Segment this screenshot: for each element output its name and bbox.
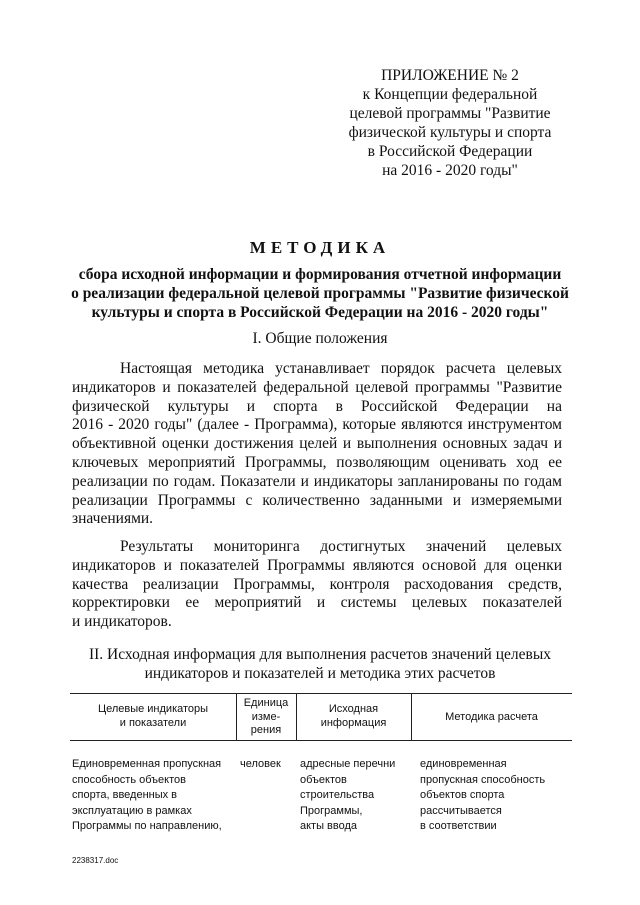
appendix-line: на 2016 - 2020 годы" (382, 162, 518, 179)
section-2-heading (60, 646, 580, 684)
text-line: корректировки ее мероприятий и системы целевых показателей (72, 594, 562, 612)
appendix-header (340, 66, 560, 180)
header-line: Целевые индикаторы (97, 703, 209, 715)
cell-line: Программы по направлению, (72, 820, 222, 832)
text-line: значениями. (72, 510, 154, 528)
text-line: индикаторов и показателей Программы являются основой для оценки (72, 556, 562, 574)
text-line: объективной оценки достижения целей и выполнения основных задач и (72, 435, 562, 453)
header-unit (236, 697, 296, 738)
table-header-border (70, 740, 572, 741)
appendix-line: к Концепции федеральной (362, 86, 538, 103)
cell-line: единовременная (420, 758, 507, 770)
text-line: реализации Программы с количественно заданными и измеряемыми (72, 491, 562, 509)
appendix-line: целевой программы "Развитие (349, 105, 551, 122)
cell-line: Единовременная пропускная (72, 758, 222, 770)
text-line: физической культуры и спорта в Российской Федерации на (72, 397, 562, 415)
cell-line: объектов спорта (420, 789, 505, 801)
cell-source (300, 757, 395, 835)
heading-line: II. Исходная информация для выполнения расчетов значений целевых (88, 646, 552, 663)
cell-line: человек (240, 758, 281, 770)
document-subtitle (60, 265, 580, 322)
cell-line: спорта, введенных в (72, 789, 178, 801)
subtitle-line: о реализации федеральной целевой программы "Развитие физической (71, 285, 569, 302)
subtitle-line: сбора исходной информации и формирования отчетной информации (78, 266, 562, 283)
cell-indicator (72, 757, 222, 835)
header-line: Методика расчета (445, 711, 538, 723)
cell-unit (240, 757, 281, 773)
cell-line: эксплуатацию в рамках (72, 804, 192, 817)
heading-line: индикаторов и показателей и методика этих расчетов (144, 664, 496, 682)
paragraph-1 (72, 360, 562, 529)
text-line: Настоящая методика устанавливает порядок расчета целевых (120, 360, 562, 377)
header-line: Единица (243, 697, 289, 709)
cell-method (420, 757, 545, 835)
text-line: Результаты мониторинга достигнутых значений целевых (120, 538, 562, 555)
cell-line: объектов (300, 773, 347, 786)
cell-line: пропускная способность (420, 773, 546, 786)
text-line: 2016 - 2020 годы" (далее - Программа), которые являются инструментом (72, 416, 562, 434)
header-source (296, 703, 411, 730)
text-line: и индикаторов. (72, 613, 172, 631)
table-top-border (70, 693, 572, 694)
cell-line: строительства (300, 789, 375, 801)
text-line: реализации по годам. Показатели и индикаторы запланированы по годам (72, 472, 562, 490)
header-line: Исходная (328, 703, 379, 715)
subtitle-line: культуры и спорта в Российской Федерации на 2016 - 2020 годы" (91, 304, 549, 321)
header-line: рения (250, 724, 282, 736)
cell-line: рассчитывается (420, 804, 502, 817)
section-1-heading: I. Общие положения (252, 330, 388, 347)
paragraph-2 (72, 538, 562, 632)
cell-line: Программы, (300, 804, 363, 817)
header-line: изме- (251, 710, 281, 723)
header-line: информация (320, 716, 387, 729)
cell-line: адресные перечни (300, 758, 396, 770)
header-method (411, 711, 572, 725)
cell-line: акты ввода (300, 820, 358, 832)
file-name-footer: 2238317.doc (72, 856, 119, 865)
text-line: качества реализации Программы, контроля расходования средств, (72, 575, 562, 593)
document-title: МЕТОДИКА (249, 238, 391, 257)
appendix-line: в Российской Федерации (367, 143, 533, 160)
header-indicators (70, 703, 236, 730)
text-line: ключевых мероприятий Программы, позволяющим оценивать ход ее (72, 453, 562, 471)
appendix-line: физической культуры и спорта (348, 124, 552, 141)
cell-line: в соответствии (420, 820, 497, 832)
appendix-line: ПРИЛОЖЕНИЕ № 2 (381, 67, 519, 84)
cell-line: способность объектов (72, 773, 186, 786)
header-line: и показатели (119, 716, 187, 729)
text-line: индикаторов и показателей федеральной целевой программы "Развитие (72, 378, 562, 396)
